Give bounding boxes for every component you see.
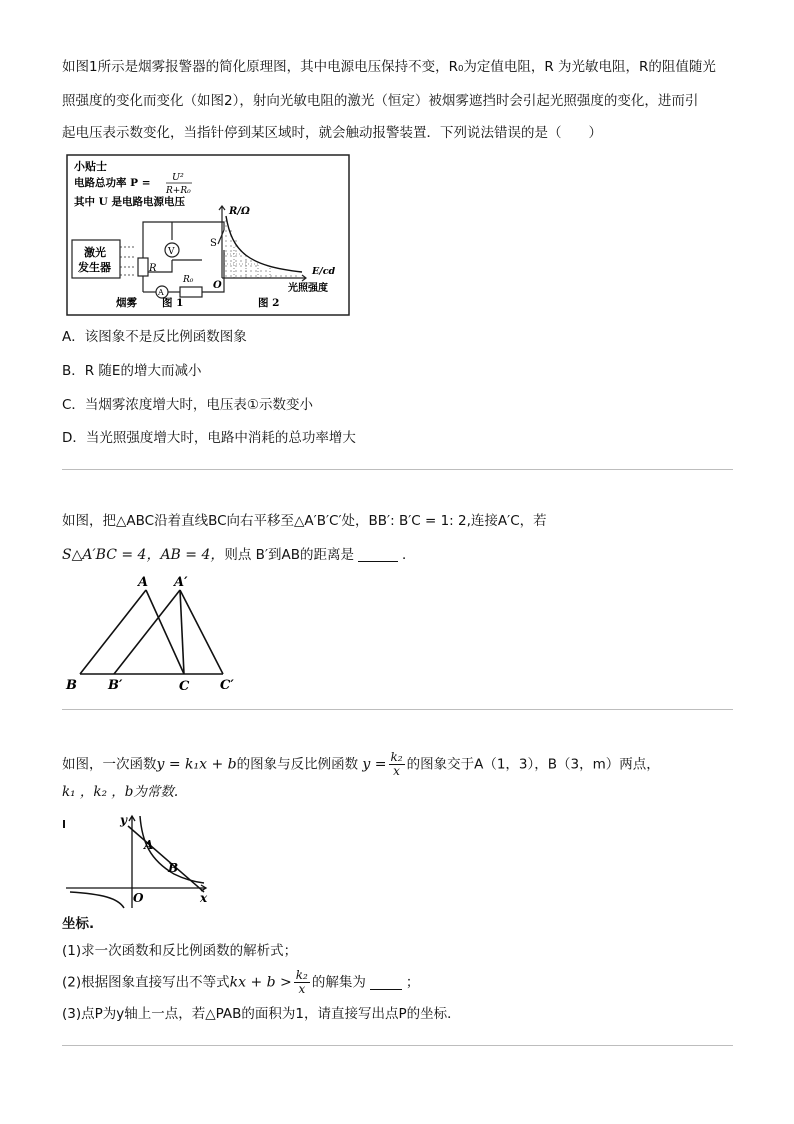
fig2-x-label: E/cd (312, 266, 336, 277)
q2-label-a: A (138, 575, 149, 590)
fig2-origin: O (213, 280, 222, 291)
fig2-dot (265, 270, 266, 271)
fig2-dot (235, 260, 236, 261)
q3-part2-pre: (2)根据图象直接写出不等式 (62, 974, 230, 991)
q3-part1: (1)求一次函数和反比例函数的解析式； (62, 943, 298, 959)
fig2-dot (225, 230, 226, 231)
divider-2 (62, 709, 733, 710)
q2-question-text: 则点 B′到AB的距离是 (224, 547, 355, 563)
fig2-dot (255, 270, 256, 271)
fig2-dot (225, 225, 226, 226)
fig2-dot (250, 265, 251, 266)
q3-label-a: A (144, 838, 154, 852)
fig2-dot (225, 270, 226, 271)
fig2-dot (225, 250, 226, 251)
fig2-dot (295, 275, 296, 276)
fig2-dot (250, 270, 251, 271)
tip-formula-prefix: 电路总功率 P = (74, 177, 151, 189)
q3-part2-inequality: kx + b > (229, 974, 292, 991)
fig2-dot (230, 240, 231, 241)
fig2-dot (260, 270, 261, 271)
fig2-dot (240, 265, 241, 266)
fig2-dot (270, 275, 271, 276)
q1-stem-line3: 起电压表示数变化，当指针停到某区域时，就会触动报警装置．下列说法错误的是（ ） (62, 125, 602, 141)
q2-given-math: S△A′BC = 4，AB = 4， (62, 547, 225, 563)
q3-inverse-eq-lhs: y = (362, 756, 387, 773)
fig2-dot (285, 275, 286, 276)
q2-stem-line1: 如图，把△ABC沿着直线BC向右平移至△A′B′C′处，BB′: B′C = 1: 2,连接A′C，若 (62, 513, 547, 529)
q1-figure (66, 154, 350, 316)
fig2-dot (255, 275, 256, 276)
tip-note: 其中 U 是电路电源电压 (74, 196, 185, 208)
q2-figure (62, 572, 242, 696)
q2-label-a-prime: A′ (174, 575, 188, 590)
q2-stem-line2 (62, 545, 416, 565)
fig2-dot (240, 260, 241, 261)
fig2-dot (225, 260, 226, 261)
fig2-dot (230, 265, 231, 266)
q1-option-a: A．该图象不是反比例函数图象 (62, 329, 247, 345)
q3-label-o: O (133, 891, 144, 905)
q3-line (128, 826, 204, 892)
fig2-dot (255, 265, 256, 266)
fig2-dot (290, 275, 291, 276)
fig2-dot (225, 235, 226, 236)
q3-part2 (62, 969, 419, 996)
tip-formula-num: U² (172, 172, 184, 183)
q2-triangles (80, 590, 223, 674)
q1-option-d: D．当光照强度增大时，电路中消耗的总功率增大 (62, 430, 356, 446)
fig2-dot (225, 265, 226, 266)
q3-inverse-fraction (389, 751, 405, 778)
fig2-dot (240, 270, 241, 271)
q3-part2-end: ； (405, 974, 420, 991)
q2-label-b-prime: B′ (108, 678, 123, 693)
v-label: V (168, 247, 175, 257)
fig2-dot (240, 255, 241, 256)
tip-title: 小贴士 (74, 160, 107, 173)
q1-stem-line1: 如图1所示是烟雾报警器的简化原理图，其中电源电压保持不变，R₀为定值电阻，R 为光敏电阻，R的阻值随光 (62, 59, 716, 75)
laser-label-1: 激光 (84, 246, 106, 259)
fixed-resistor (180, 287, 202, 297)
q3-part2-fraction (294, 969, 310, 996)
fig2-dot (240, 275, 241, 276)
fig2-dot (250, 260, 251, 261)
a-label: A (158, 288, 164, 297)
laser-label-2: 发生器 (78, 261, 111, 274)
fig2-dot (225, 245, 226, 246)
fig2-dot (245, 260, 246, 261)
q2-label-c-prime: C′ (220, 678, 234, 693)
q1-option-c: C．当烟雾浓度增大时，电压表①示数变小 (62, 397, 314, 413)
frac-denominator: x (298, 982, 306, 996)
q3-text-post: 的图象交于A（1，3），B（3，m）两点， (406, 756, 660, 773)
q3-hyperbola-branch-2 (70, 892, 124, 908)
fig2-y-label: R/Ω (229, 206, 250, 217)
q3-answer-blank[interactable] (370, 975, 402, 990)
side-a-prime-c-prime (180, 590, 223, 674)
fig2-dot (230, 245, 231, 246)
fig2-dot (230, 260, 231, 261)
fig2-dot (280, 275, 281, 276)
fig2-dot (260, 275, 261, 276)
q3-text-pre: 如图，一次函数 (62, 756, 157, 773)
q2-line-end: ． (402, 547, 416, 563)
q2-label-c: C (179, 679, 190, 694)
fig2-dot (225, 240, 226, 241)
fig2-dot (235, 270, 236, 271)
q1-option-b: B．R 随E的增大而减小 (62, 363, 202, 379)
fig2-dot (235, 265, 236, 266)
divider-1 (62, 469, 733, 470)
q3-part2-post: 的解集为 (311, 974, 366, 991)
q2-answer-blank[interactable] (358, 547, 398, 562)
divider-3 (62, 1045, 733, 1046)
fig2-label: 图 2 (258, 297, 280, 309)
q3-part3: (3)点P为y轴上一点，若△PAB的面积为1，请直接写出点P的坐标． (62, 1006, 461, 1022)
fig2-x-name: 光照强度 (288, 283, 328, 294)
q3-text-mid: 的图象与反比例函数 (236, 756, 359, 773)
fig2-dot (230, 270, 231, 271)
side-ab (80, 590, 146, 674)
frac-numerator: k₂ (295, 968, 308, 982)
fig2-dot (225, 255, 226, 256)
fig2-dot (235, 255, 236, 256)
photo-resistor (138, 258, 148, 276)
frac-numerator: k₂ (390, 750, 403, 764)
fig2-dot (230, 250, 231, 251)
segment-a-prime-c (180, 590, 184, 674)
q1-stem-line2: 照强度的变化而变化（如图2），射向光敏电阻的激光（恒定）被烟雾遮挡时会引起光照强度的变化，进而引 (62, 93, 699, 109)
q3-label-b: B (168, 861, 179, 875)
fig2-dot (235, 275, 236, 276)
fig1-label: 图 1 (162, 297, 184, 309)
fig2-dot (235, 240, 236, 241)
q3-figure (62, 812, 212, 912)
q3-stem-line2: k₁ ，k₂ ，b为常数. (62, 784, 179, 800)
q3-fragment-text: 坐标. (62, 916, 95, 932)
q3-label-y: y (120, 813, 127, 827)
r-label: R (149, 263, 157, 274)
fig2-dot (230, 275, 231, 276)
fig2-dot (225, 275, 226, 276)
fig2-dot (250, 275, 251, 276)
r0-label: R₀ (183, 275, 194, 285)
side-ac (146, 590, 184, 674)
smoke-label: 烟雾 (116, 297, 137, 309)
q3-linear-eq: y = k₁x + b (156, 756, 237, 773)
fig2-dot (245, 275, 246, 276)
q2-label-b: B (66, 678, 77, 693)
side-a-prime-b-prime (114, 590, 180, 674)
tip-formula-den: R+R₀ (166, 186, 191, 196)
fig2-dot (235, 250, 236, 251)
fig2-dot (265, 275, 266, 276)
frac-denominator: x (393, 764, 400, 778)
fig2-dot (230, 255, 231, 256)
s-label: S (210, 238, 217, 249)
q3-stem-line1 (62, 751, 660, 778)
q3-label-x: x (200, 891, 208, 905)
fig2-dot (275, 275, 276, 276)
